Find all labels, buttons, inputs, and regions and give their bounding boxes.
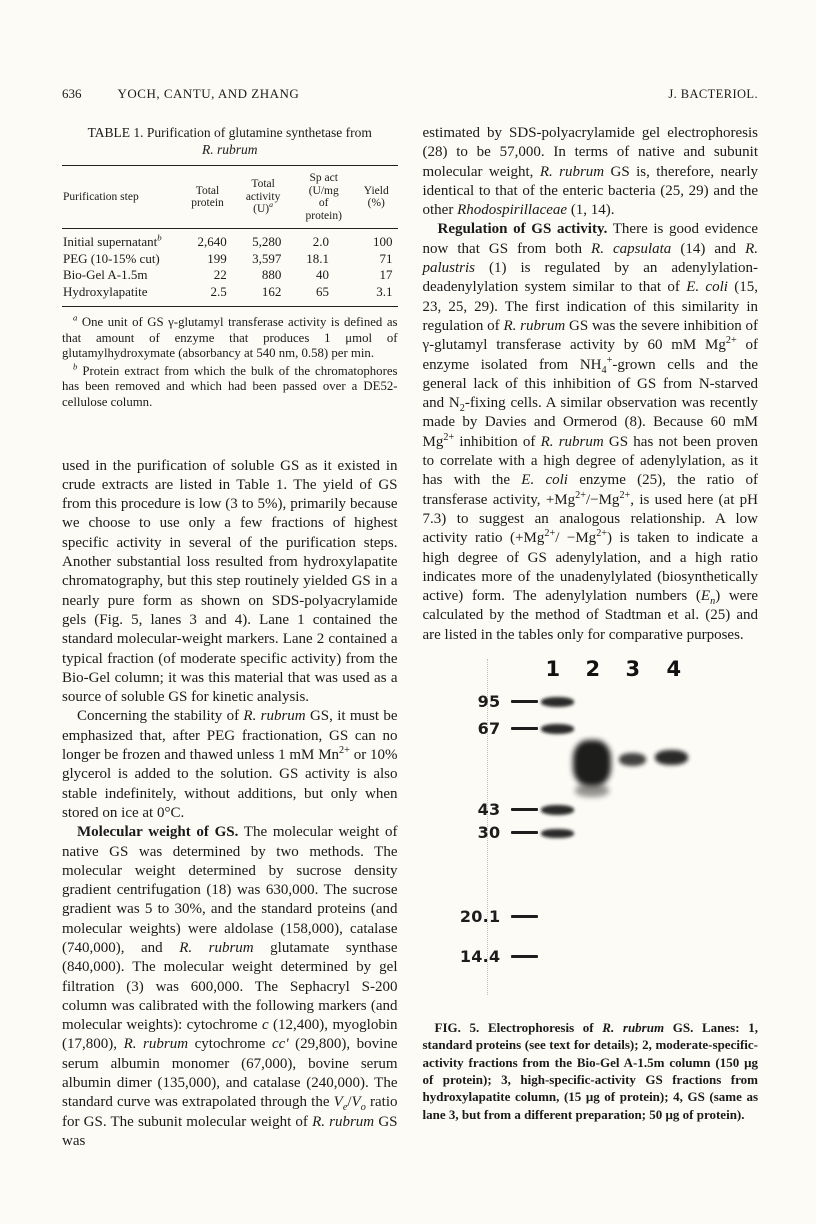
table-footnote-a: $^a$ One unit of GS γ-glutamyl transferase activity is defined as that amount of enzyme that produces 1 μmol of glutamylhydroxymate (absorbancy at 540 nm, 0.58) per min. (62, 312, 398, 361)
body-paragraph-regulation: Regulation of GS activity. There is good evidence now that GS from both R. capsulata (14) and R. palustris (1) is regulated by an adenylylation-deadenylylation system similar to that of E. coli (15, 23, 25, 29). The first indication of this similarity in regulation of R. rubrum GS was the severe inhibition of γ-glutamyl transferase activity by 60 mM $Mg^{2+}$ of enzyme isolated from $NH_4^+$-grown cells and the general lack of this inhibition of GS from N-starved and $N_2$-fixing cells. A similar observation was recently made by Davies and Ormerod (8). Because 60 mM $Mg^{2+}$ inhibition of R. rubrum GS has not been proven to correlate with a high degree of adenylylation, as it has with the E. coli enzyme (25), the ratio of transferase activity, $+Mg^{2+}/-Mg^{2+}$, is used here (at pH 7.3) to suggest an analogous relationship. A low activity ratio $(+Mg^{2+}/ -Mg^{2+})$ is taken to indicate a high degree of GS adenylylation, and a high ratio indicates more of the unadenylylated (biosynthetically active) form. The adenylylation numbers $(E_n)$ were calculated by the method of Stadtman et al. (25) and are listed in the tables only for comparative purposes. (422, 221, 759, 643)
gel-band-lane1-67 (541, 724, 574, 734)
col-header-total-activity: Total activity $(U)^a$ (234, 166, 293, 229)
cell-step: PEG (10-15% cut) (63, 250, 160, 266)
cell-total-protein: 199 (207, 250, 227, 266)
right-column (423, 124, 759, 1151)
cell-yield: 71 (379, 250, 393, 266)
mw-20-1-tick (511, 915, 538, 918)
gel-band-lane2-smear (575, 784, 609, 797)
cell-step: Hydroxylapatite (63, 283, 148, 299)
mw-30-label: 30 (477, 823, 501, 843)
left-column (62, 124, 398, 1151)
gel-band-lane1-30 (541, 829, 574, 838)
running-authors: YOCH, CANTU, AND ZHANG (117, 86, 300, 101)
mw-95-tick (511, 700, 538, 703)
table-header-row (62, 166, 398, 229)
cell-sp-act: 40 (316, 267, 330, 282)
page-number: 636 (62, 86, 82, 101)
cell-total-activity: 162 (261, 283, 282, 299)
figure-5 (423, 657, 759, 1123)
cell-total-protein: 2.5 (210, 283, 227, 299)
cell-yield: 3.1 (376, 283, 393, 299)
col-header-sp-act: Sp act (U/mg of protein) (292, 166, 355, 229)
col-header-total-protein: Total protein (181, 166, 234, 229)
cell-yield: 17 (379, 267, 393, 282)
table-title: TABLE 1. Purification of glutamine synthetase from R. rubrum (87, 125, 372, 157)
cell-sp-act: 18.1 (306, 250, 330, 266)
cell-total-protein: 22 (213, 267, 227, 282)
gel-electrophoresis-image (423, 657, 759, 1003)
mw-95-label: 95 (477, 692, 501, 712)
col-header-yield: Yield (%) (355, 166, 397, 229)
mw-30-tick (511, 831, 538, 834)
cell-yield: 100 (373, 234, 393, 249)
gel-band-lane2 (573, 740, 611, 786)
table-row (62, 284, 398, 307)
cell-total-protein: 2,640 (197, 234, 227, 249)
mw-14-4-label: 14.4 (459, 947, 501, 967)
cell-sp-act: 2.0 (312, 234, 330, 249)
table-row (62, 251, 398, 268)
lane-2-label: 2 (585, 657, 601, 682)
page-header (62, 86, 758, 102)
mw-67-tick (511, 727, 538, 730)
lane-3-label: 3 (625, 657, 641, 682)
mw-43-label: 43 (477, 800, 501, 820)
body-paragraph: Concerning the stability of R. rubrum GS, it must be emphasized that, after PEG fractionation, GS can no longer be frozen and thawed unless 1 mM $Mn^{2+}$ or 10% glycerol is added to the solution. GS activity is also stable indefinitely, without additions, but only when stored on ice at 0°C. (62, 708, 398, 821)
purification-table (62, 165, 398, 307)
journal-name: J. BACTERIOL. (668, 87, 758, 101)
mw-67-label: 67 (477, 719, 501, 739)
gel-band-lane1-95 (541, 697, 574, 707)
cell-total-activity: 5,280 (252, 234, 282, 249)
gel-band-lane4 (655, 750, 688, 765)
cell-step: Bio-Gel A-1.5m (63, 267, 148, 282)
gel-band-lane1-43 (541, 805, 574, 815)
body-paragraph: estimated by SDS-polyacrylamide gel electrophoresis (28) to be 57,000. In terms of native and subunit molecular weight, R. rubrum GS is, therefore, nearly identical to that of the enteric bacteria (25, 29) and the other Rhodospirillaceae (1, 14). (422, 125, 758, 219)
table-footnote-b: $^b$ Protein extract from which the bulk of the chromatophores has been removed and which had been passed over a DE52-cellulose column. (62, 361, 398, 409)
figure-caption: FIG. 5. Electrophoresis of R. rubrum GS. Lanes: 1, standard proteins (see text for details); 2, moderate-specific-activity fractions from the Bio-Gel A-1.5m column (150 μg of protein); 3, high-specific-activity GS fractions from hydroxylapatite column, (15 μg of protein); 4, GS (same as lane 3, but from a different preparation; 50 μg of protein). (422, 1020, 758, 1122)
cell-step: Initial supernatant$^b$ (63, 232, 162, 249)
col-header-purification-step: Purification step (62, 166, 181, 229)
table-row (62, 267, 398, 284)
cell-sp-act: 65 (316, 283, 330, 299)
mw-20-1-label: 20.1 (459, 907, 501, 927)
lane-4-label: 4 (666, 657, 682, 682)
cell-total-activity: 880 (261, 267, 282, 282)
table-row (62, 229, 398, 251)
body-paragraph: used in the purification of soluble GS as it existed in crude extracts are listed in Table 1. The yield of GS from this procedure is low (3 to 5%), primarily because we choose to use only a few fractions of highest specific activity in several of the purification steps. Another substantial loss resulted from hydroxylapatite chromatography, but this step routinely yielded GS in a nearly pure form as shown on SDS-polyacrylamide gels (Fig. 5, lanes 3 and 4). Lane 1 contained the standard molecular-weight markers. Lane 2 contained a typical fraction (of moderate specific activity) from the Bio-Gel column; it was this material that was used as a source of soluble GS for kinetic analysis. (62, 457, 398, 706)
cell-total-activity: 3,597 (252, 250, 282, 266)
mw-43-tick (511, 808, 538, 811)
mw-14-4-tick (511, 955, 538, 958)
body-paragraph-molecular-weight: Molecular weight of GS. The molecular weight of native GS was determined by two methods. The molecular weight determined by sucrose density gradient centrifugation (18) was 630,000. The sucrose gradient was 5 to 30%, and the standard proteins (and molecular weights) were aldolase (158,000), catalase (740,000), and R. rubrum glutamate synthase (840,000). The molecular weight determined by gel filtration (3) was 600,000. The Sephacryl S-200 column was calibrated with the following markers (and molecular weights): cytochrome c (12,400), myoglobin (17,800), R. rubrum cytochrome cc' (29,800), bovine serum albumin monomer (67,000), bovine serum albumin dimer (135,000), and catalase (240,000). The standard curve was extrapolated through the $V_e/V_o$ ratio for GS. The subunit molecular weight of R. rubrum GS was (62, 824, 398, 1149)
table-1-block (62, 124, 398, 411)
lane-1-label: 1 (545, 657, 561, 682)
gel-band-lane3 (619, 753, 646, 766)
